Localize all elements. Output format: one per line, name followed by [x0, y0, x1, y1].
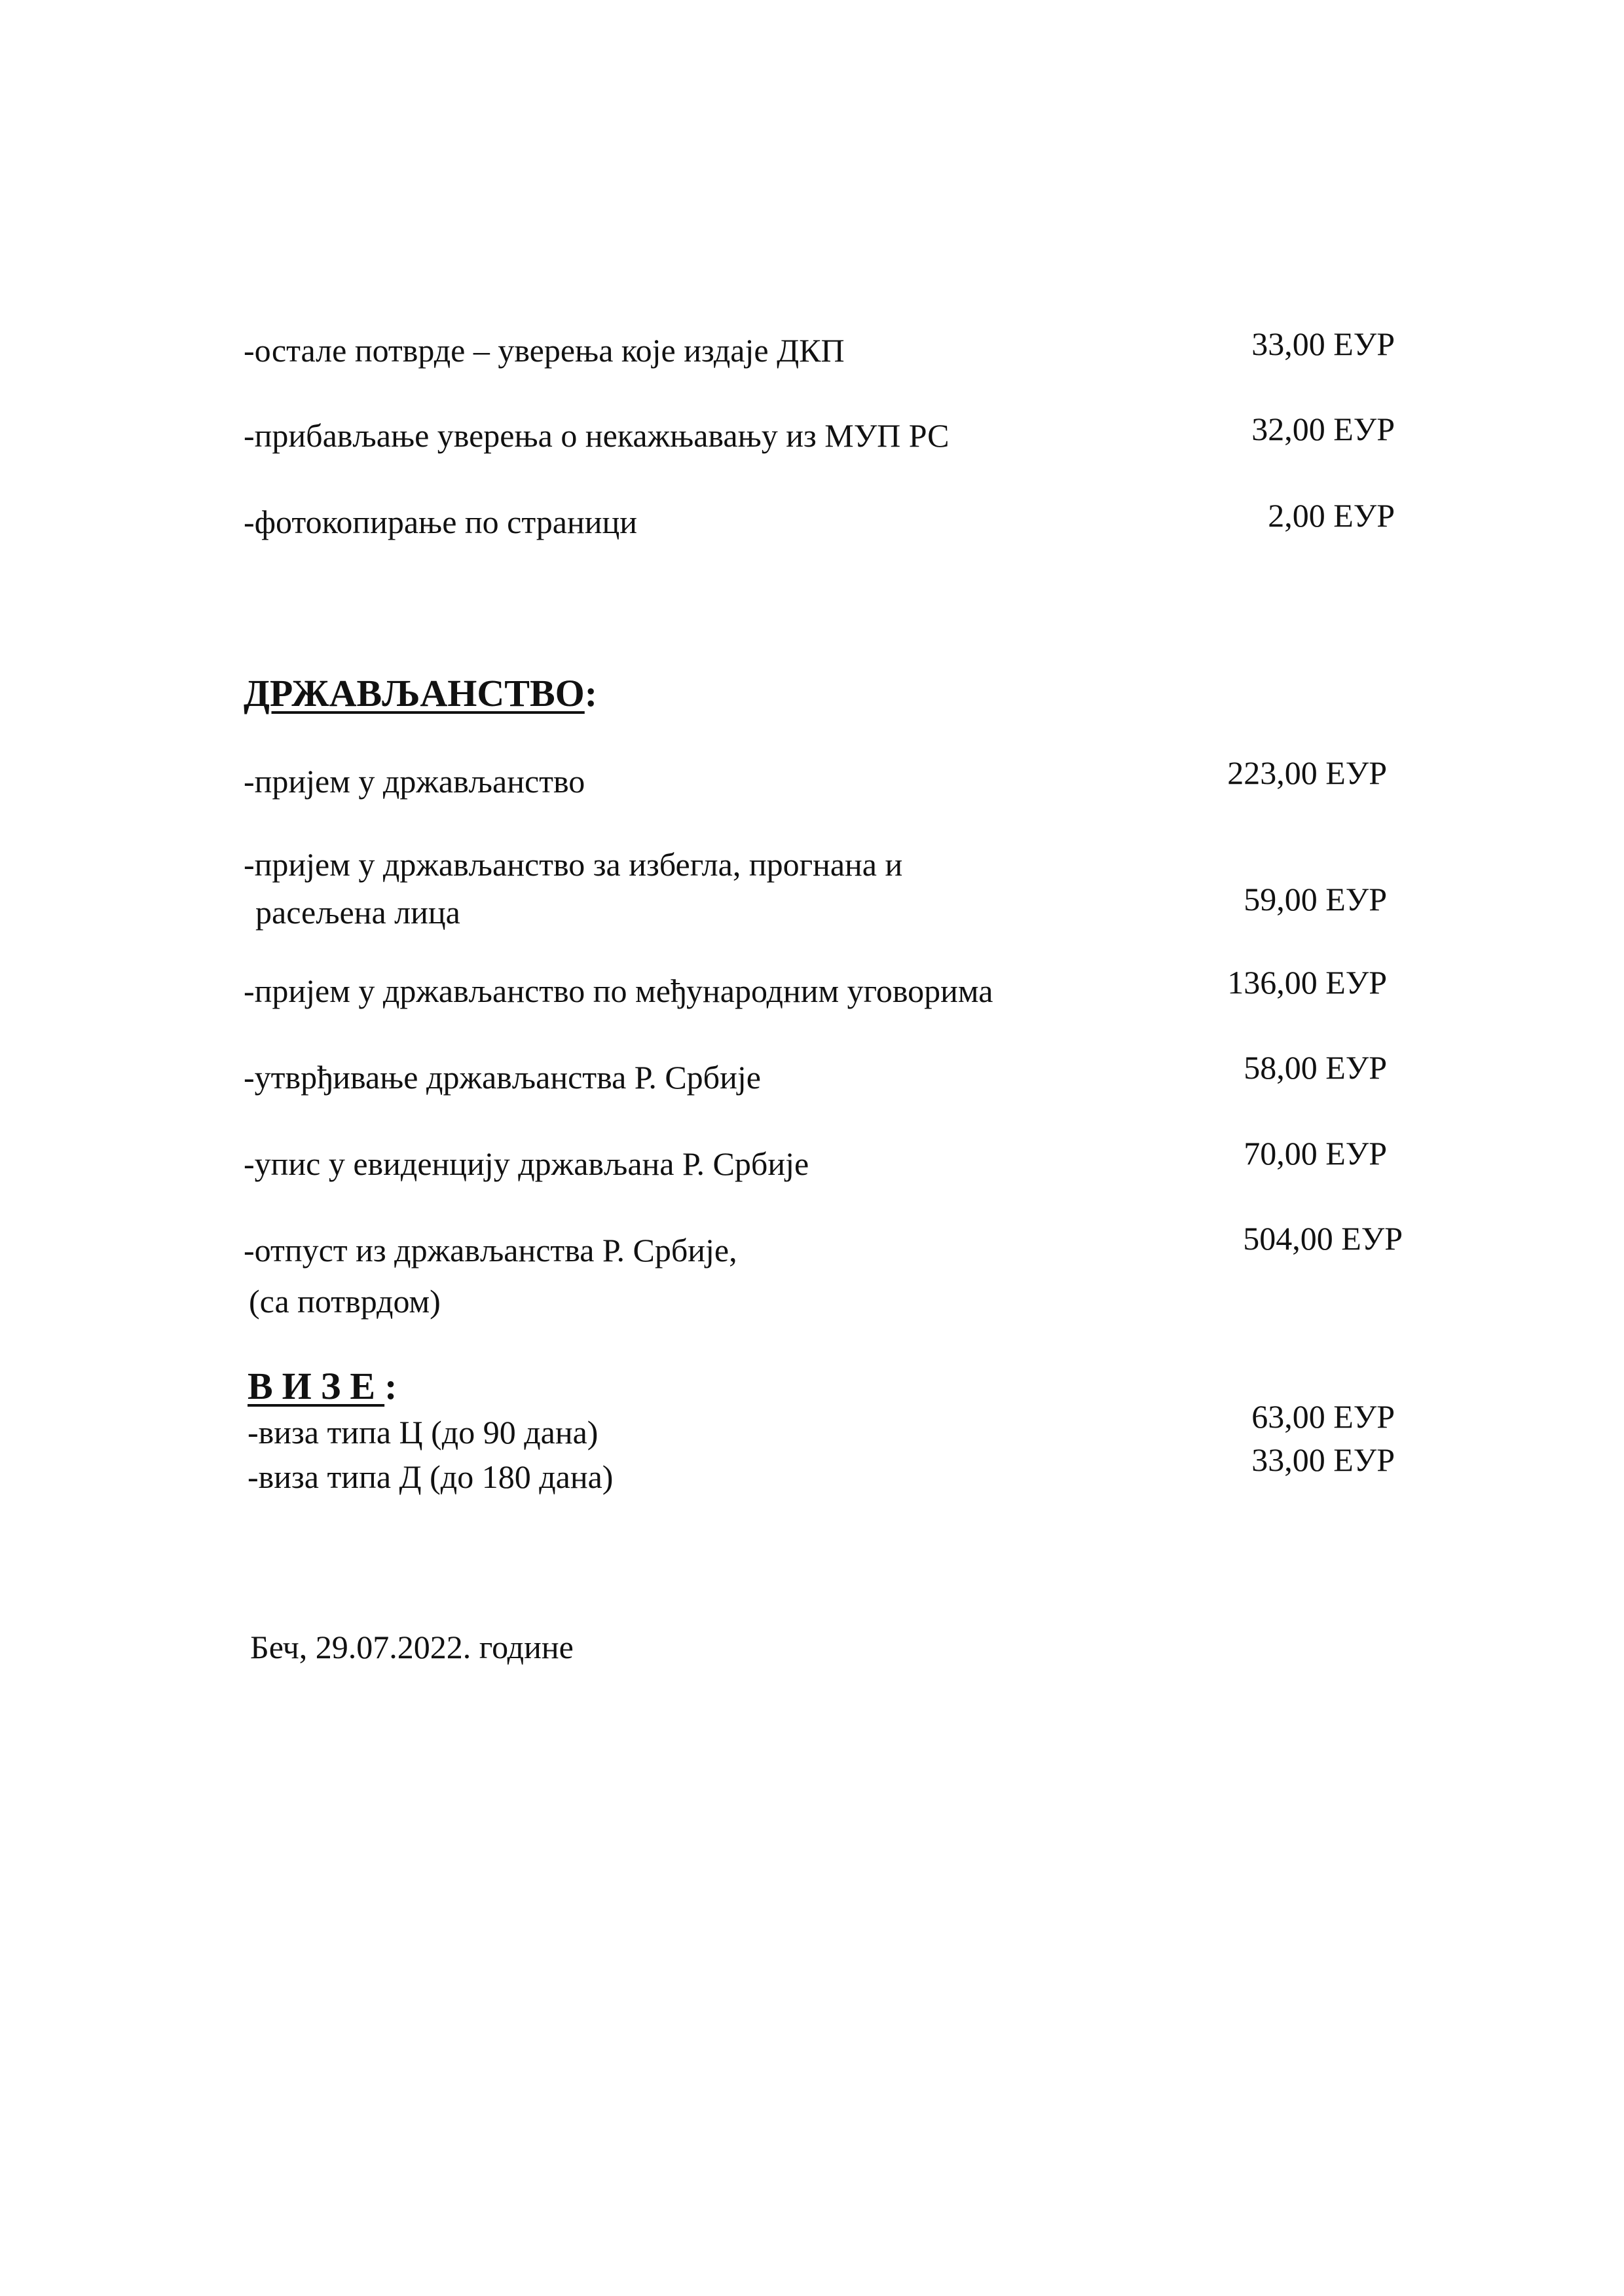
item-amount-registry-entry: 70,00 ЕУР	[1244, 1135, 1387, 1172]
item-amount-citizenship-admission: 223,00 ЕУР	[1227, 754, 1387, 791]
item-label-release-line2: (са потврдом)	[249, 1283, 441, 1320]
item-label-citizenship-admission: -пријем у држављанство	[244, 763, 585, 800]
section-heading-citizenship-colon: :	[584, 672, 598, 714]
place-and-date: Беч, 29.07.2022. године	[250, 1629, 574, 1665]
item-label-refugees-line1: -пријем у држављанство за избегла, прогнана и	[244, 846, 903, 883]
item-label-international-agreements: -пријем у држављанство по међународним уговорима	[244, 972, 993, 1009]
item-amount-citizenship-determination: 58,00 ЕУР	[1244, 1049, 1387, 1086]
item-amount-release: 504,00 ЕУР	[1243, 1220, 1403, 1257]
item-label-photocopy: -фотокопирање по страници	[244, 504, 638, 540]
item-label-other-certificates: -остале потврде – уверења које издаје ДКП	[244, 332, 845, 369]
item-amount-international-agreements: 136,00 ЕУР	[1227, 964, 1387, 1001]
item-amount-criminal-record: 32,00 ЕУР	[1251, 411, 1395, 447]
item-amount-other-certificates: 33,00 ЕУР	[1251, 325, 1395, 362]
item-label-visa-c: -виза типа Ц (до 90 дана)	[248, 1414, 599, 1451]
item-label-visa-d: -виза типа Д (до 180 дана)	[248, 1458, 614, 1495]
item-label-criminal-record: -прибављање уверења о некажњавању из МУП РС	[244, 417, 950, 454]
section-heading-citizenship-text: ДРЖАВЉАНСТВО	[244, 672, 585, 714]
section-heading-citizenship	[244, 672, 598, 714]
item-amount-photocopy: 2,00 ЕУР	[1268, 497, 1395, 534]
item-amount-visa-c: 63,00 ЕУР	[1251, 1398, 1395, 1435]
item-label-refugees-line2: расељена лица	[255, 894, 460, 931]
section-heading-visas-colon: :	[384, 1365, 397, 1407]
item-label-citizenship-determination: -утврђивање држављанства Р. Србије	[244, 1059, 761, 1096]
section-heading-visas	[248, 1367, 397, 1405]
item-label-release-line1: -отпуст из држављанства Р. Србије,	[244, 1232, 737, 1268]
item-amount-visa-d: 33,00 ЕУР	[1251, 1441, 1395, 1478]
item-label-registry-entry: -упис у евиденцију држављана Р. Србије	[244, 1145, 809, 1182]
section-heading-visas-text: ВИЗЕ	[248, 1365, 385, 1407]
item-amount-refugees: 59,00 ЕУР	[1244, 881, 1387, 917]
